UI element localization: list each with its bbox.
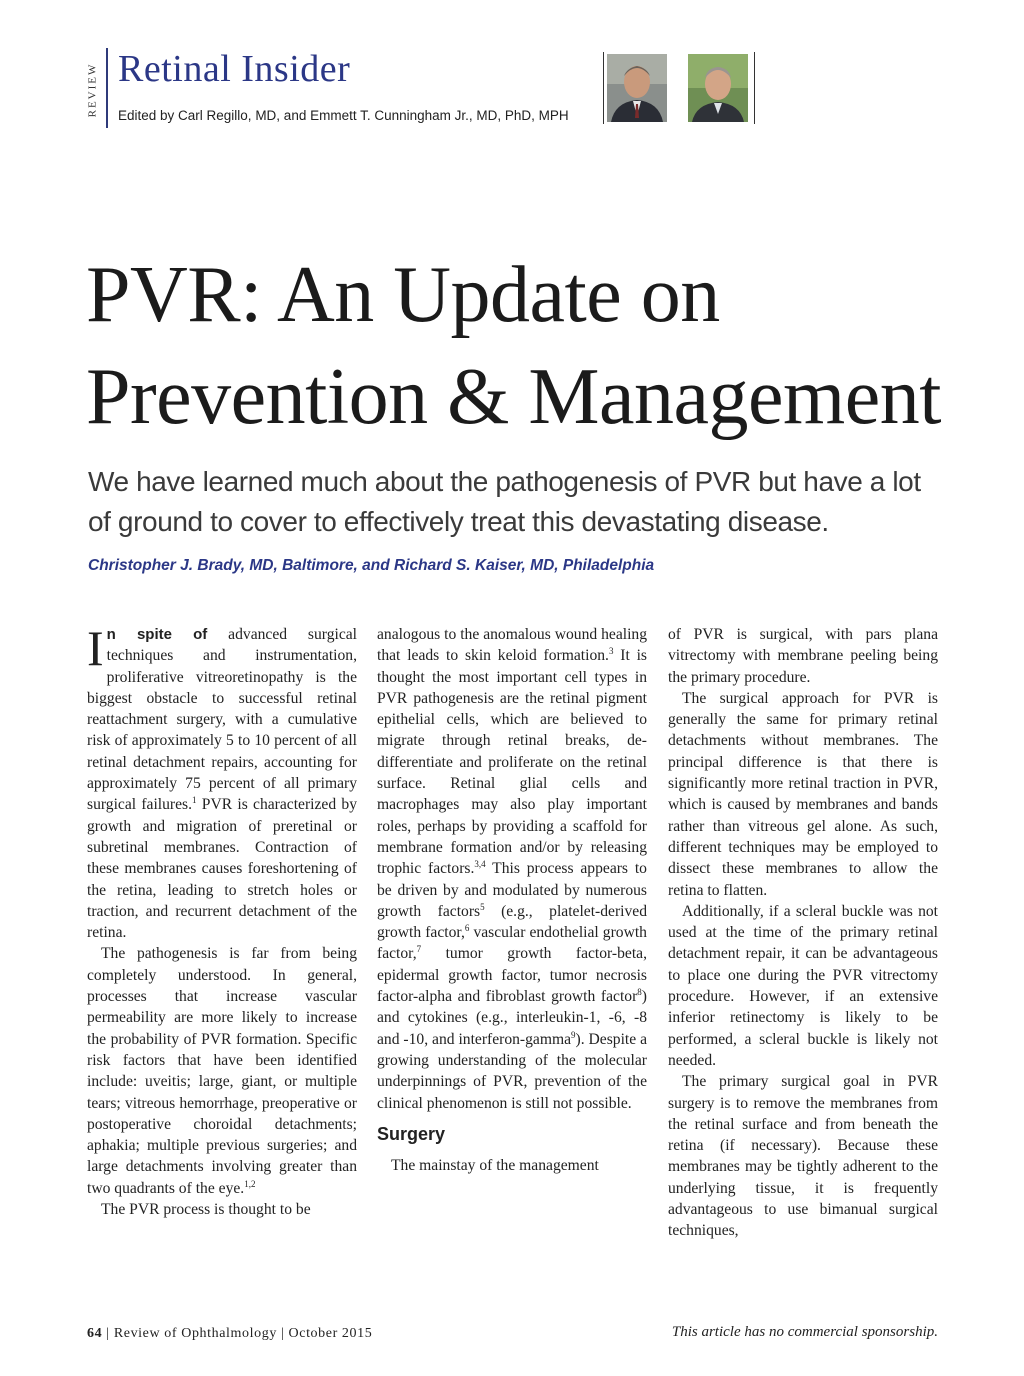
reference-8: 8 [637, 986, 642, 997]
journal-name: Review of Ophthalmology [113, 1326, 277, 1341]
vertical-review-label [84, 52, 100, 128]
paragraph-1-text: advanced surgical techniques and instrumentation, proliferative vitreoretinopathy is the biggest obstacle to successful retinal reattachment surgery, with a cumulative risk of approximately 5 to 10 percent of all retinal detachment repairs, accounting for approximately 75 percent of all primary surgical failures. [87, 626, 358, 814]
body-column-1 [87, 620, 358, 1220]
paragraph-1-tail: PVR is characterized by growth and migration of preretinal or subretinal membranes. Contraction of these membranes causes foreshortening of the retina, leading to stretch holes or traction, and recurrent detachment of the retina. [87, 796, 357, 942]
editors-line: Edited by Carl Regillo, MD, and Emmett T. Cunningham Jr., MD, PhD, MPH [118, 108, 569, 123]
article-title-line2: Prevention & Management [86, 353, 941, 441]
footer-folio [87, 1326, 372, 1342]
paragraph-6: of PVR is surgical, with pars plana vitrectomy with membrane peeling being the primary procedure. [668, 626, 938, 686]
c2-text-e: vascular endothelial growth factor, [377, 924, 647, 963]
paragraph-9: The primary surgical goal in PVR surgery is to remove the membranes from the retinal surface and from beneath the retina (if necessary). Because these membranes may be tightly adherent to the underlying tissue, it is frequently advantageous to use bimanual surgical techniques, [668, 1073, 938, 1240]
lead-in: n spite of [106, 626, 208, 643]
reference-3-4: 3,4 [474, 859, 486, 870]
c2-text-f: tumor growth factor-beta, epidermal growth factor, tumor necrosis factor-alpha and fibroblast growth factor [377, 945, 647, 1006]
reference-3: 3 [608, 646, 614, 657]
c2-text-d: (e.g., platelet-derived growth factor, [377, 902, 647, 942]
c2-text-a: analogous to the anomalous wound healing that leads to skin keloid formation. [377, 626, 647, 665]
body-column-3 [668, 624, 938, 1242]
article-title-line1: PVR: An Update on [86, 251, 720, 339]
c2-text-g: ) and cytokines (e.g., interleukin-1, -6, -8 and -10, and interferon-gamma [377, 988, 647, 1048]
footer-separator-1: | [102, 1326, 114, 1341]
c2-text-b: It is thought the most important cell types in PVR pathogenesis are the retinal pigment epithelial cells, which are believed to migrate through retinal breaks, de-differentiate and proliferate on the retinal surface. Retinal glial cells and macrophages may also play important roles, perhaps by providing a scaffold for membrane formation and/or by releasing trophic factors. [377, 647, 647, 878]
article-title [86, 244, 966, 448]
reference-1: 1 [192, 795, 197, 806]
paragraph-7: The surgical approach for PVR is generally the same for primary retinal detachments without membranes. The principal difference is that there is significantly more retinal traction in PVR, which is caused by membranes and bands rather than vitreous gel alone. As such, different techniques may be employed to dissect these membranes to allow the retina to flatten. [668, 689, 938, 899]
reference-5: 5 [480, 901, 485, 912]
paragraph-8: Additionally, if a scleral buckle was not used at the time of the primary retinal detachment repair, it can be advantageous to place one during the PVR vitrectomy procedure. However, if an extensive inferior retinectomy is likely to be performed, a scleral buckle is likely not needed. [668, 902, 938, 1069]
page-number: 64 [87, 1326, 103, 1341]
editor-photo-regillo [607, 54, 667, 122]
footer-separator-2: | [276, 1326, 289, 1341]
reference-1-2: 1,2 [244, 1178, 256, 1189]
header-rule [106, 48, 108, 128]
paragraph-4 [377, 624, 647, 1114]
paragraph-2 [87, 943, 357, 1199]
c2-text-h: ). Despite a growing understanding of the molecular underpinnings of PVR, prevention of the clinical phenomenon is still not possible. [377, 1030, 647, 1112]
c2-text-c: This process appears to be driven by and modulated by numerous growth factors [377, 860, 647, 920]
paragraph-3: The PVR process is thought to be [101, 1201, 311, 1219]
paragraph-2-text: The pathogenesis is far from being completely understood. In general, processes that increase vascular permeability are more likely to increase the probability of PVR formation. Specific risk factors that have been identified include: uveitis; large, giant, or multiple tears; vitreous hemorrhage, preoperative or postoperative choroidal detachments; aphakia; multiple previous surgeries; and large detachments involving greater than two quadrants of the eye. [87, 945, 357, 1197]
section-title: Retinal Insider [118, 48, 351, 90]
article-byline: Christopher J. Brady, MD, Baltimore, and Richard S. Kaiser, MD, Philadelphia [88, 557, 655, 574]
sponsorship-note: This article has no commercial sponsorship. [671, 1324, 938, 1340]
body-column-2 [377, 624, 647, 1176]
paragraph-1 [87, 620, 358, 943]
paragraph-5: The mainstay of the management [391, 1157, 599, 1175]
issue-date: October 2015 [288, 1326, 373, 1341]
vertical-review-text: REVIEW [86, 62, 99, 118]
article-deck: We have learned much about the pathogenesis of PVR but have a lot of ground to cover to effectively treat this devastating disease. [88, 466, 921, 537]
subhead-surgery: Surgery [377, 1123, 446, 1144]
drop-cap: I [87, 620, 104, 676]
reference-7: 7 [416, 944, 422, 955]
reference-6: 6 [464, 922, 470, 933]
editor-photo-cunningham [688, 54, 748, 122]
reference-9: 9 [571, 1029, 576, 1040]
